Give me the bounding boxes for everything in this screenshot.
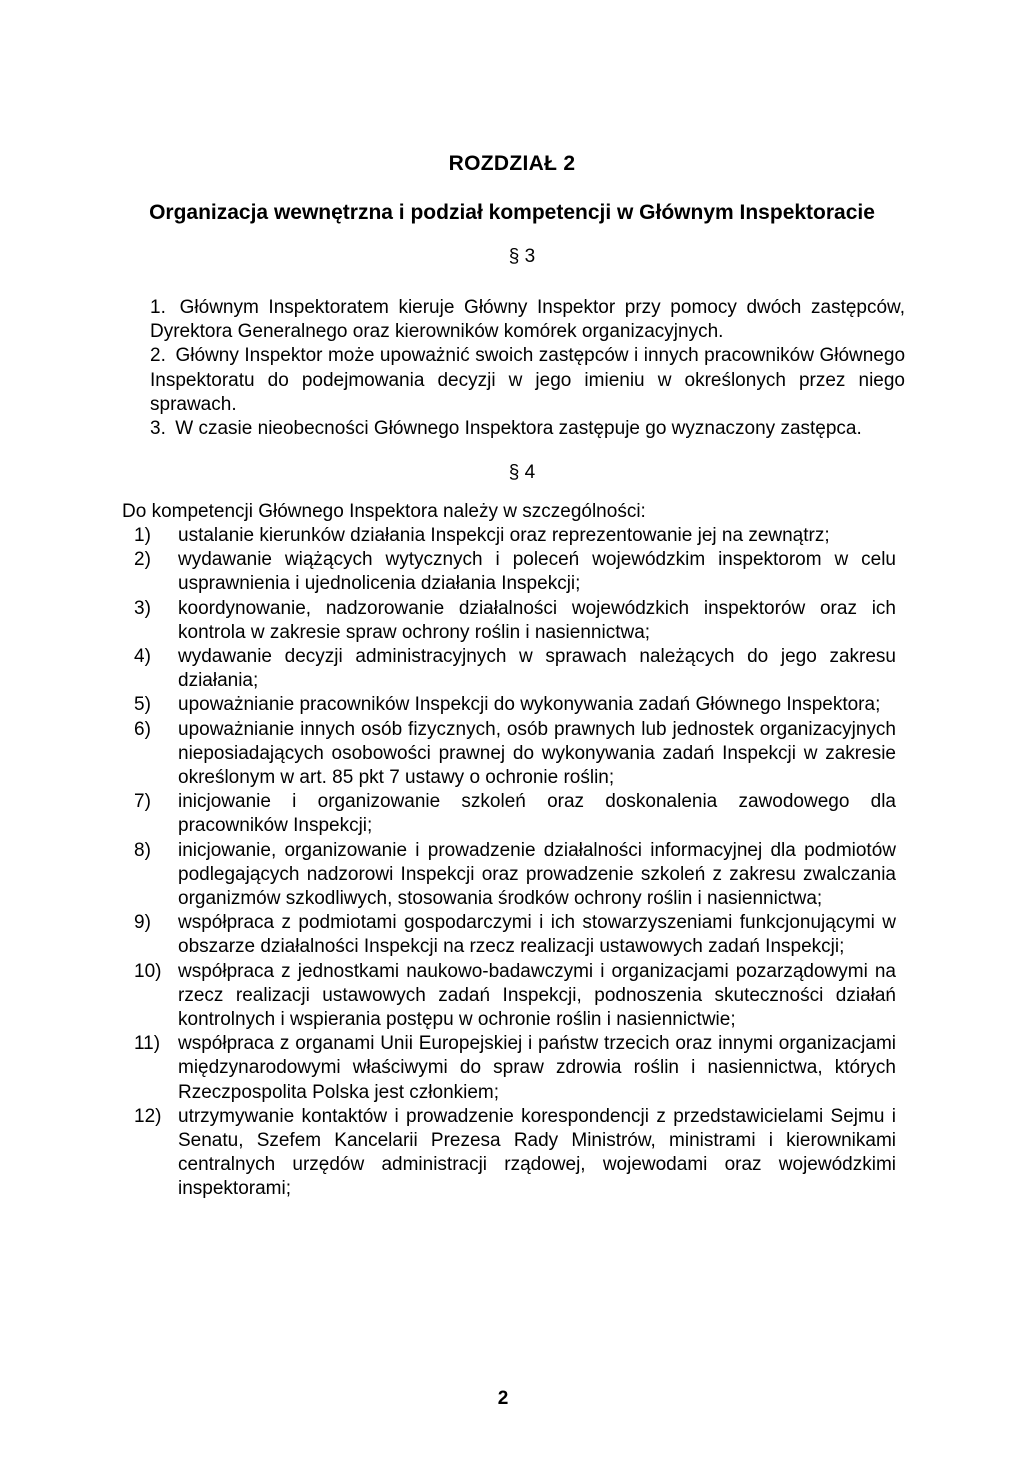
section-3-mark: § 3 xyxy=(508,246,536,267)
item-number: 9) xyxy=(134,912,151,934)
item-number: 2) xyxy=(134,549,151,571)
list-item xyxy=(134,1105,896,1202)
chapter-subtitle: Organizacja wewnętrzna i podział kompetencji w Głównym Inspektoracie xyxy=(149,201,875,224)
item-text: inicjowanie i organizowanie szkoleń oraz doskonalenia zawodowego dla pracowników Inspekcji; xyxy=(178,791,896,837)
chapter-title: ROZDZIAŁ 2 xyxy=(448,152,576,175)
list-item xyxy=(134,960,896,1033)
item-number: 6) xyxy=(134,718,151,740)
item-number: 12) xyxy=(134,1105,162,1127)
item-text: wydawanie decyzji administracyjnych w sprawach należących do jego zakresu działania; xyxy=(178,646,896,692)
item-text: ustalanie kierunków działania Inspekcji oraz reprezentowanie jej na zewnątrz; xyxy=(178,525,830,546)
section-4-mark: § 4 xyxy=(508,462,536,483)
paragraph-1 xyxy=(150,296,905,344)
item-text: inicjowanie, organizowanie i prowadzenie działalności informacyjnej dla podmiotów podlegających nadzorowi Inspekcji oraz prowadzenie szkoleń z zakresu zwalczania organizmów szkodliwych, stosowania środków ochrony roślin i nasiennictwa; xyxy=(178,839,896,910)
item-text: koordynowanie, nadzorowanie działalności wojewódzkich inspektorów oraz ich kontrola w zakresie spraw ochrony roślin i nasiennictwa; xyxy=(178,597,896,643)
list-item xyxy=(134,693,896,717)
list-item xyxy=(134,839,896,912)
item-text: upoważnianie pracowników Inspekcji do wykonywania zadań Głównego Inspektora; xyxy=(178,694,881,716)
competence-list xyxy=(134,524,896,1202)
item-text: współpraca z podmiotami gospodarczymi i ich stowarzyszeniami funkcjonującymi w obszarze działalności Inspekcji na rzecz realizacji ustawowych zadań Inspekcji; xyxy=(178,912,896,958)
paragraph-text: Główny Inspektor może upoważnić swoich zastępców i innych pracowników Głównego Inspektoratu do podejmowania decyzji w jego imieniu w określonych przez niego sprawach. xyxy=(150,345,906,415)
paragraph-text: W czasie nieobecności Głównego Inspektora zastępuje go wyznaczony zastępca. xyxy=(175,418,862,440)
item-number: 11) xyxy=(134,1033,161,1055)
list-item xyxy=(134,790,896,838)
list-item xyxy=(134,524,896,548)
section-3-body xyxy=(150,296,905,441)
paragraph-number: 1. xyxy=(150,297,166,318)
section-4-intro: Do kompetencji Głównego Inspektora należy w szczególności: xyxy=(122,501,646,522)
page-number: 2 xyxy=(497,1388,509,1409)
paragraph-number: 3. xyxy=(150,418,166,440)
list-item xyxy=(134,597,896,645)
list-item xyxy=(134,645,896,693)
item-text: współpraca z jednostkami naukowo-badawczymi i organizacjami pozarządowymi na rzecz realizacji ustawowych zadań Inspekcji, podnoszenia skuteczności działań kontrolnych i wspierania postępu w ochronie roślin i nasiennictwie; xyxy=(178,960,896,1031)
paragraph-number: 2. xyxy=(150,345,166,367)
item-number: 1) xyxy=(134,525,151,546)
list-item xyxy=(134,548,896,596)
list-item xyxy=(134,718,896,791)
item-number: 5) xyxy=(134,694,151,716)
item-number: 3) xyxy=(134,597,151,619)
paragraph-2 xyxy=(150,344,905,417)
list-item xyxy=(134,911,896,959)
item-text: upoważnianie innych osób fizycznych, osób prawnych lub jednostek organizacyjnych nieposiadających osobowości prawnej do wykonywania zadań Inspekcji w zakresie określonym w art. 85 pkt 7 ustawy o ochronie roślin; xyxy=(178,718,896,789)
item-text: utrzymywanie kontaktów i prowadzenie korespondencji z przedstawicielami Sejmu i Senatu, Szefem Kancelarii Prezesa Rady Ministrów, ministrami i kierownikami centralnych urzędów administracji rządowej, wojewodami oraz wojewódzkimi inspektorami; xyxy=(178,1105,896,1200)
item-number: 7) xyxy=(134,791,151,813)
paragraph-3 xyxy=(150,417,905,441)
list-item xyxy=(134,1032,896,1105)
paragraph-text: Głównym Inspektoratem kieruje Główny Inspektor przy pomocy dwóch zastępców, Dyrektora Generalnego oraz kierowników komórek organizacyjnych. xyxy=(150,297,905,343)
item-number: 4) xyxy=(134,646,151,668)
item-text: wydawanie wiążących wytycznych i poleceń wojewódzkim inspektorom w celu usprawnienia i ujednolicenia działania Inspekcji; xyxy=(178,549,896,595)
item-text: współpraca z organami Unii Europejskiej i państw trzecich oraz innymi organizacjami międzynarodowymi właściwymi do spraw zdrowia roślin i nasiennictwa, których Rzeczpospolita Polska jest członkiem; xyxy=(178,1033,896,1103)
item-number: 8) xyxy=(134,839,151,861)
item-number: 10) xyxy=(134,960,162,982)
